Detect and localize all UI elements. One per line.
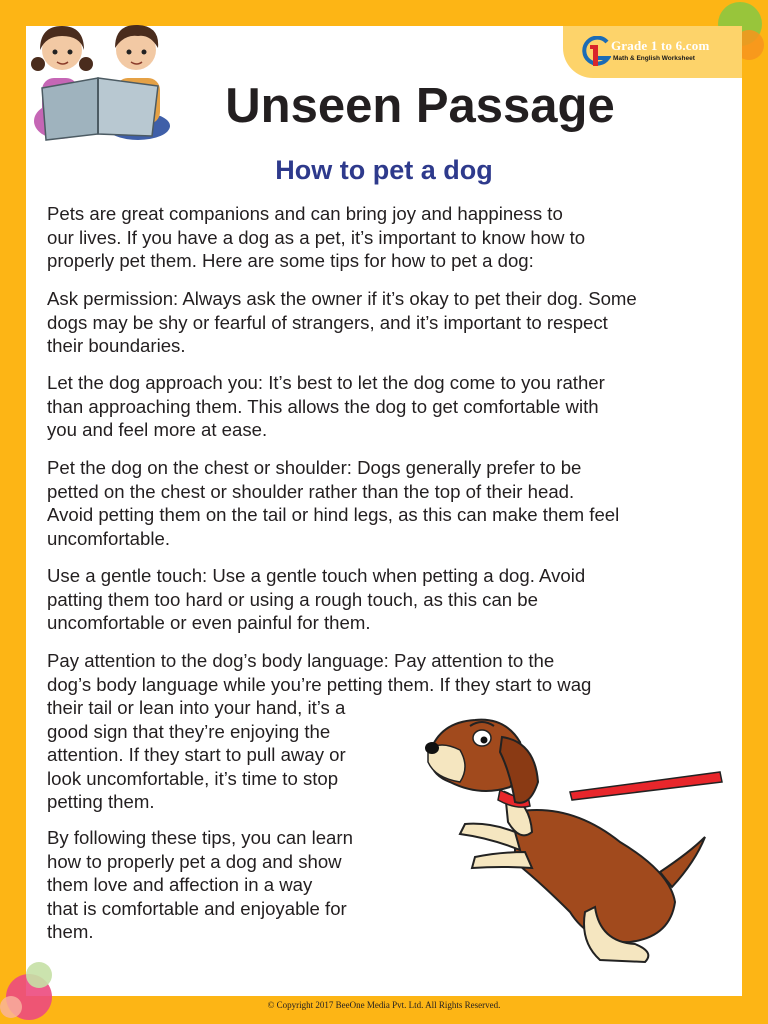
text-line: you and feel more at ease. — [47, 419, 268, 440]
text-line: Ask permission: Always ask the owner if it’s okay to pet their dog. Some — [47, 288, 637, 309]
text-line: patting them too hard or using a rough touch, as this can be — [47, 588, 538, 610]
site-logo[interactable] — [563, 26, 742, 78]
text-line: them. — [47, 921, 94, 942]
text-line: petted on the chest or shoulder rather than the top of their head. — [47, 480, 575, 502]
paragraph-ask-permission — [47, 287, 637, 358]
text-line: look uncomfortable, it’s time to stop — [47, 767, 339, 789]
text-line: Pet the dog on the chest or shoulder: Dogs generally prefer to be — [47, 457, 582, 478]
text-line: properly pet them. Here are some tips for how to pet a dog: — [47, 250, 534, 271]
paragraph-let-dog-approach — [47, 371, 605, 442]
decor-circle-lightgreen — [26, 962, 52, 988]
text-line: attention. If they start to pull away or — [47, 744, 346, 765]
g-logo-icon — [581, 36, 611, 70]
text-line: than approaching them. This allows the dog to get comfortable with — [47, 395, 599, 417]
text-line: their boundaries. — [47, 335, 186, 356]
paragraph-intro — [47, 202, 585, 273]
logo-subtitle: Math & English Worksheet — [613, 55, 695, 62]
text-line: that is comfortable and enjoyable for — [47, 897, 347, 919]
logo-title: Grade 1 to 6.com — [611, 38, 710, 53]
text-line: dog’s body language while you’re petting them. If they start to wag — [47, 673, 592, 695]
paragraph-pet-chest — [47, 456, 619, 550]
text-line: Avoid petting them on the tail or hind legs, as this can make them feel — [47, 504, 620, 525]
text-line: good sign that they’re enjoying the — [47, 720, 331, 742]
text-line: petting them. — [47, 791, 155, 812]
text-line: uncomfortable. — [47, 527, 170, 549]
text-line: By following these tips, you can learn — [47, 827, 353, 848]
dog-on-leash-icon — [420, 712, 725, 964]
text-line: dogs may be shy or fearful of strangers, and it’s important to respect — [47, 311, 608, 333]
text-line: Pay attention to the dog’s body language: Pay attention to the — [47, 650, 555, 671]
text-line: Pets are great companions and can bring joy and happiness to — [47, 203, 563, 224]
text-line: Use a gentle touch: Use a gentle touch when petting a dog. Avoid — [47, 565, 586, 586]
text-line: their tail or lean into your hand, it’s a — [47, 697, 346, 718]
paragraph-gentle-touch — [47, 564, 585, 635]
page-title: Unseen Passage — [225, 79, 615, 133]
text-line: how to properly pet a dog and show — [47, 850, 342, 872]
text-line: uncomfortable or even painful for them. — [47, 612, 371, 633]
text-line: them love and affection in a way — [47, 874, 313, 895]
paragraph-conclusion — [47, 826, 353, 944]
text-line: Let the dog approach you: It’s best to let the dog come to you rather — [47, 372, 605, 393]
passage-title: How to pet a dog — [275, 155, 493, 185]
copyright-footer: © Copyright 2017 BeeOne Media Pvt. Ltd. All Rights Reserved. — [267, 1000, 501, 1010]
text-line: our lives. If you have a dog as a pet, it’s important to know how to — [47, 226, 586, 248]
